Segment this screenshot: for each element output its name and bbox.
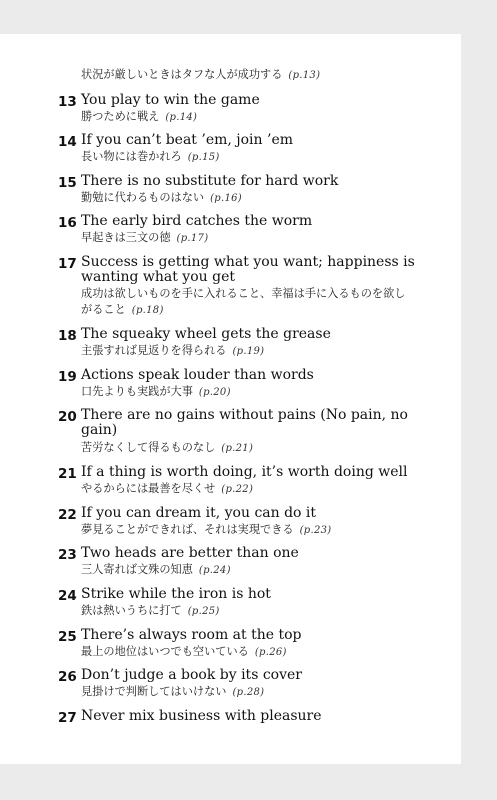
proverb-japanese: [81, 230, 441, 247]
japanese-line: 長い物には巻かれろ: [81, 150, 182, 163]
page-reference: (p.23): [299, 525, 332, 536]
proverb-japanese: [81, 343, 441, 360]
english-line: There is no substitute for hard work: [81, 173, 339, 189]
entry-number: 22: [58, 507, 77, 523]
proverb-japanese: [81, 149, 441, 166]
english-line: If you can’t beat ’em, join ’em: [81, 132, 294, 148]
english-line: Strike while the iron is hot: [81, 586, 271, 602]
proverb-japanese: [81, 644, 441, 661]
entry-number: 18: [58, 328, 77, 344]
english-line: The early bird catches the worm: [81, 213, 313, 229]
proverb-english: [81, 546, 426, 561]
entry-number: 14: [58, 134, 77, 150]
proverb-english: [81, 408, 426, 438]
entry-number: 25: [58, 629, 77, 645]
japanese-line: 勤勉に代わるものはない: [81, 191, 205, 204]
proverb-english: [81, 174, 426, 189]
page-reference: (p.13): [288, 70, 321, 81]
page-reference: (p.21): [221, 443, 254, 454]
entry-number: 13: [58, 94, 77, 110]
page-reference: (p.20): [198, 387, 231, 398]
proverb-english: [81, 214, 426, 229]
entry-number: 23: [58, 547, 77, 563]
page-reference: (p.15): [187, 152, 220, 163]
english-line: Success is getting what you want; happiness is: [81, 254, 415, 270]
proverb-japanese: [81, 109, 441, 126]
proverb-japanese: [81, 603, 441, 620]
japanese-line: 勝つために戦え: [81, 110, 160, 123]
proverb-english: [81, 506, 426, 521]
japanese-line: 鉄は熱いうちに打て: [81, 604, 182, 617]
entry-number: 21: [58, 466, 77, 482]
entry-number: 17: [58, 256, 77, 272]
proverb-japanese: [81, 286, 441, 319]
page-reference: (p.18): [131, 305, 164, 316]
page-reference: (p.19): [232, 346, 265, 357]
proverb-english: [81, 465, 426, 480]
japanese-line: 夢見ることができれば、それは実現できる: [81, 523, 294, 536]
page-reference: (p.22): [221, 484, 254, 495]
proverb-english: [81, 133, 426, 148]
japanese-line: 三人寄れば文殊の知恵: [81, 563, 193, 576]
english-line: If a thing is worth doing, it’s worth doing well: [81, 464, 408, 480]
proverb-english: [81, 93, 426, 108]
page-reference: (p.16): [210, 193, 242, 204]
proverb-japanese: [81, 684, 441, 701]
japanese-line: 最上の地位はいつでも空いている: [81, 645, 249, 658]
japanese-line: 早起きは三文の徳: [81, 231, 171, 244]
translation-text: 状況が厳しいときはタフな人が成功する: [81, 68, 283, 81]
entry-number: 27: [58, 710, 77, 726]
japanese-line: 成功は欲しいものを手に入れること、幸福は手に入るものを欲し: [81, 287, 406, 300]
continued-translation: [81, 66, 320, 82]
entry-number: 19: [58, 369, 77, 385]
page-reference: (p.28): [232, 687, 265, 698]
proverb-japanese: [81, 190, 441, 207]
english-line: Actions speak louder than words: [81, 367, 314, 383]
page-reference: (p.14): [165, 112, 198, 123]
english-line: There are no gains without pains (No pain, no: [81, 407, 408, 423]
japanese-line: 主張すれば見返りを得られる: [81, 344, 227, 357]
page-reference: (p.17): [176, 233, 209, 244]
japanese-line: 苦労なくして得るものなし: [81, 441, 216, 454]
proverb-english: [81, 368, 426, 383]
english-line: Never mix business with pleasure: [81, 708, 322, 724]
proverb-english: [81, 327, 426, 342]
proverb-japanese: [81, 481, 441, 498]
proverb-english: [81, 709, 426, 724]
english-line: gain): [81, 422, 118, 438]
page-reference: (p.25): [187, 606, 220, 617]
entry-number: 20: [58, 409, 77, 425]
japanese-line: 見掛けで判断してはいけない: [81, 685, 227, 698]
english-line: wanting what you get: [81, 269, 235, 285]
english-line: The squeaky wheel gets the grease: [81, 326, 331, 342]
proverb-japanese: [81, 440, 441, 457]
japanese-line: がること: [81, 303, 126, 316]
english-line: Two heads are better than one: [81, 545, 299, 561]
proverb-japanese: [81, 562, 441, 579]
japanese-line: やるからには最善を尽くせ: [81, 482, 216, 495]
entry-number: 24: [58, 588, 77, 604]
proverb-english: [81, 255, 426, 285]
english-line: If you can dream it, you can do it: [81, 505, 317, 521]
japanese-line: 口先よりも実践が大事: [81, 385, 193, 398]
proverb-japanese: [81, 522, 441, 539]
page-reference: (p.26): [254, 647, 287, 658]
entry-number: 26: [58, 669, 77, 685]
english-line: Don’t judge a book by its cover: [81, 667, 302, 683]
english-line: There’s always room at the top: [81, 627, 302, 643]
proverb-english: [81, 587, 426, 602]
entry-number: 15: [58, 175, 77, 191]
proverb-english: [81, 668, 426, 683]
proverb-japanese: [81, 384, 441, 401]
page-reference: (p.24): [198, 565, 231, 576]
entry-number: 16: [58, 215, 77, 231]
english-line: You play to win the game: [81, 92, 260, 108]
proverb-english: [81, 628, 426, 643]
